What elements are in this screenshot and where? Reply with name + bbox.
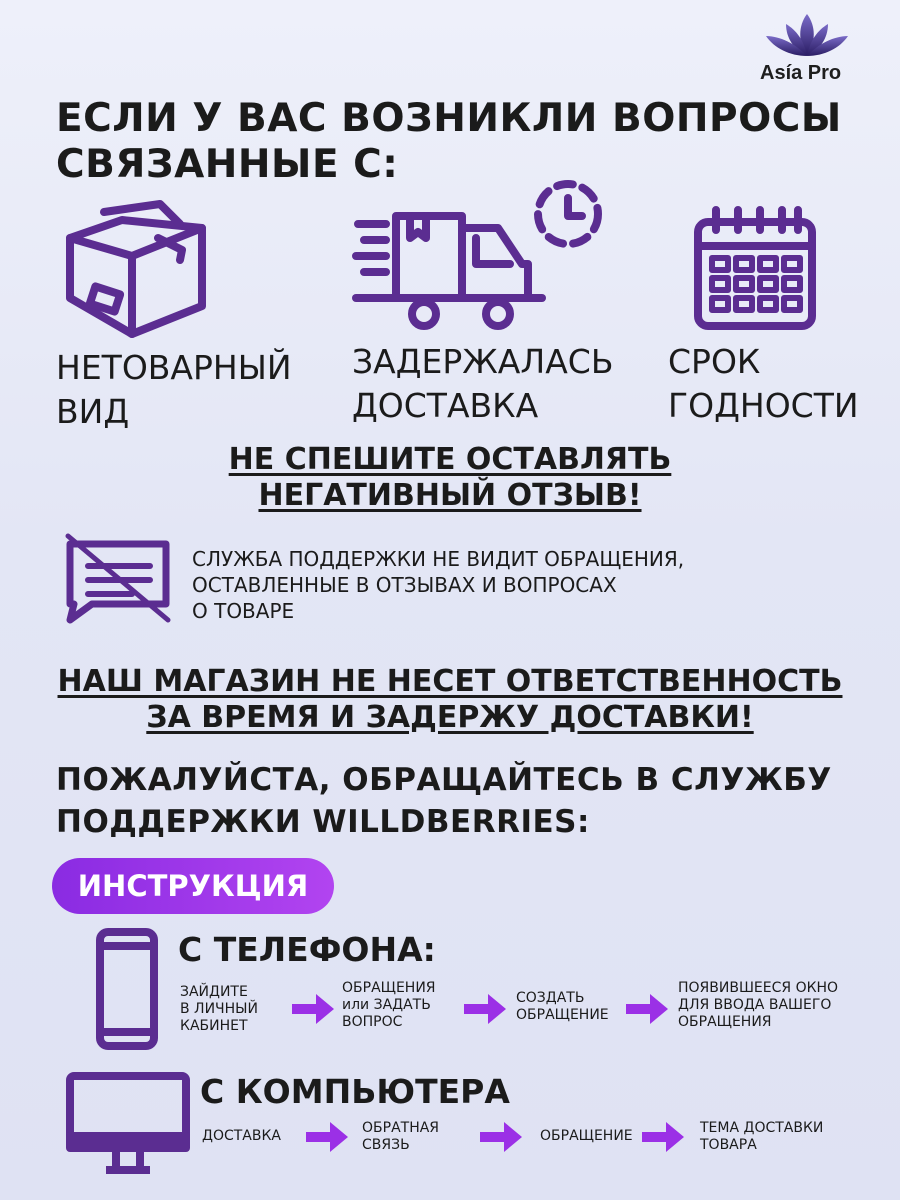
category-line: СРОК: [668, 342, 761, 381]
step-line: ВОПРОС: [342, 1014, 403, 1030]
phone-step-2: [342, 980, 436, 1031]
step-line: КАБИНЕТ: [180, 1018, 248, 1034]
step-line: ЗАЙДИТЕ: [180, 984, 248, 1000]
step-line: ТОВАРА: [700, 1137, 757, 1153]
step-line: ДЛЯ ВВОДА ВАШЕГО: [678, 997, 832, 1013]
headline-line1: ЕСЛИ У ВАС ВОЗНИКЛИ ВОПРОСЫ: [56, 96, 842, 141]
note-line: СЛУЖБА ПОДДЕРЖКИ НЕ ВИДИТ ОБРАЩЕНИЯ,: [192, 547, 685, 571]
phone-step-4: [678, 980, 838, 1031]
phone-section-title: С ТЕЛЕФОНА:: [178, 930, 436, 969]
step-line: ОБРАТНАЯ: [362, 1120, 440, 1136]
category-line: ВИД: [56, 392, 130, 431]
step-line: СОЗДАТЬ: [516, 990, 585, 1006]
step-line: ОБРАЩЕНИЯ: [678, 1014, 772, 1030]
contact-line2: ПОДДЕРЖКИ WILLDBERRIES:: [56, 804, 590, 840]
damaged-box-icon: [62, 198, 212, 338]
warning-line: ЗА ВРЕМЯ И ЗАДЕРЖУ ДОСТАВКИ!: [146, 700, 754, 735]
category-line: ГОДНОСТИ: [668, 386, 859, 425]
category-line: ЗАДЕРЖАЛАСЬ: [352, 342, 614, 381]
category-line: НЕТОВАРНЫЙ: [56, 348, 292, 387]
step-line: ПОЯВИВШЕЕСЯ ОКНО: [678, 980, 839, 996]
crossed-chat-icon: [62, 532, 174, 626]
category-line: ДОСТАВКА: [352, 386, 539, 425]
support-note: [192, 546, 684, 624]
arrow-right-icon: [304, 1120, 350, 1154]
arrow-right-icon: [478, 1120, 524, 1154]
instruction-badge: ИНСТРУКЦИЯ: [52, 858, 334, 914]
smartphone-icon: [96, 928, 158, 1050]
step-line: ДОСТАВКА: [202, 1128, 281, 1144]
step-line: СВЯЗЬ: [362, 1137, 410, 1153]
computer-step-1: [202, 1128, 281, 1145]
note-line: ОСТАВЛЕННЫЕ В ОТЗЫВАХ И ВОПРОСАХ: [192, 573, 617, 597]
lotus-logo-icon: [762, 12, 852, 62]
step-line: ТЕМА ДОСТАВКИ: [700, 1120, 824, 1136]
step-line: ОБРАЩЕНИЕ: [516, 1007, 609, 1023]
arrow-right-icon: [462, 992, 508, 1026]
delivery-truck-icon: [352, 172, 608, 332]
arrow-right-icon: [290, 992, 336, 1026]
step-line: или ЗАДАТЬ: [342, 997, 431, 1013]
step-line: ОБРАЩЕНИЯ: [342, 980, 436, 996]
calendar-icon: [690, 204, 820, 334]
arrow-right-icon: [624, 992, 670, 1026]
phone-step-3: [516, 990, 609, 1024]
contact-line1: ПОЖАЛУЙСТА, ОБРАЩАЙТЕСЬ В СЛУЖБУ: [56, 762, 832, 798]
brand-name: Asía Pro: [760, 62, 842, 84]
warning-no-responsibility: [0, 664, 900, 736]
computer-section-title: С КОМПЬЮТЕРА: [200, 1072, 510, 1111]
warning-line: НАШ МАГАЗИН НЕ НЕСЕТ ОТВЕТСТВЕННОСТЬ: [57, 664, 843, 699]
step-line: ОБРАЩЕНИЕ: [540, 1128, 633, 1144]
computer-step-2: [362, 1120, 439, 1154]
phone-step-1: [180, 984, 258, 1035]
step-line: В ЛИЧНЫЙ: [180, 1001, 259, 1017]
headline-line2: СВЯЗАННЫЕ С:: [56, 142, 399, 187]
category-label-expiry: [668, 340, 859, 428]
computer-step-4: [700, 1120, 823, 1154]
warning-line: НЕГАТИВНЫЙ ОТЗЫВ!: [258, 478, 642, 513]
warning-no-negative-review: [0, 442, 900, 514]
category-label-delivery: [352, 340, 613, 428]
category-label-appearance: [56, 346, 292, 434]
computer-step-3: [540, 1128, 633, 1145]
warning-line: НЕ СПЕШИТЕ ОСТАВЛЯТЬ: [228, 442, 672, 477]
desktop-monitor-icon: [66, 1072, 190, 1176]
note-line: О ТОВАРЕ: [192, 599, 295, 623]
arrow-right-icon: [640, 1120, 686, 1154]
